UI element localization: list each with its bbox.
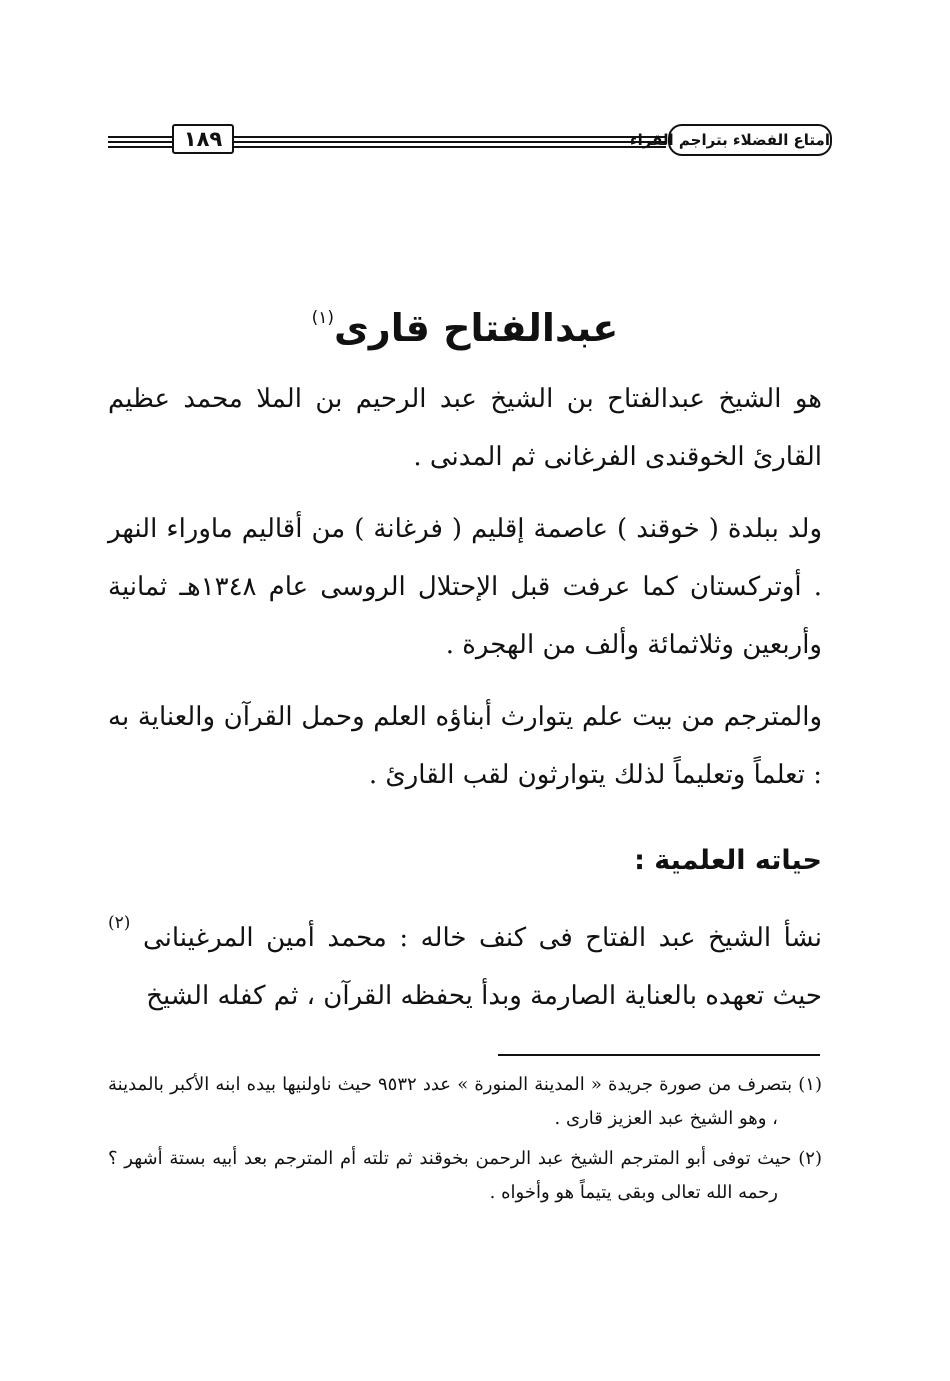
paragraph-upbringing [108,894,822,1025]
biography-title [108,290,822,356]
paragraph-birth: ولد ببلدة ( خوقند ) عاصمة إقليم ( فرغانة ) من أقاليم ماوراء النهر . أوتركستان كما عرفت قبل الإحتلال الروسى عام ١٣٤٨هـ ثمانية وأربعين وثلاثمائة وألف من الهجرة . [108,514,822,660]
upbringing-text-end: حيث تعهده بالعناية الصارمة وبدأ يحفظه القرآن ، ثم كفله الشيخ [146,981,822,1011]
title-footnote-mark: (١) [311,308,335,328]
upbringing-footnote-mark: (٢) [108,913,131,933]
page-body [108,290,822,1039]
upbringing-text-start: نشأ الشيخ عبد الفتاح فى كنف خاله : محمد أمين المرغينانى [142,923,823,953]
paragraph-family: والمترجم من بيت علم يتوارث أبناؤه العلم وحمل القرآن والعناية به : تعلماً وتعليماً لذلك يتوارثون لقب القارئ . [108,702,822,790]
running-header [108,120,832,168]
page-number: ١٨٩ [172,124,234,154]
book-title: امتاع الفضلاء بتراجم القراء [668,124,832,156]
footnote-1: (١) بتصرف من صورة جريدة « المدينة المنورة » عدد ٩٥٣٢ حيث ناولنيها بيده ابنه الأكبر بالمدينة ، وهو الشيخ عبد العزيز قارى . [108,1074,822,1129]
paragraph-name: هو الشيخ عبدالفتاح بن الشيخ عبد الرحيم بن الملا محمد عظيم القارئ الخوقندى الفرغانى ثم المدنى . [108,384,822,472]
header-rule-middle [232,136,666,151]
section-heading: حياته العلمية : [634,845,822,876]
footnote-2: (٢) حيث توفى أبو المترجم الشيخ عبد الرحمن بخوقند ثم تلته أم المترجم بعد أبيه بستة أشهر ؟ رحمه الله تعالى وبقى يتيماً هو وأخواه . [108,1148,822,1203]
header-rule-left [108,136,172,151]
biography-title-text: عبدالفتاح قارى [334,306,619,350]
footnote-separator [498,1054,820,1056]
footnotes [108,1068,822,1216]
